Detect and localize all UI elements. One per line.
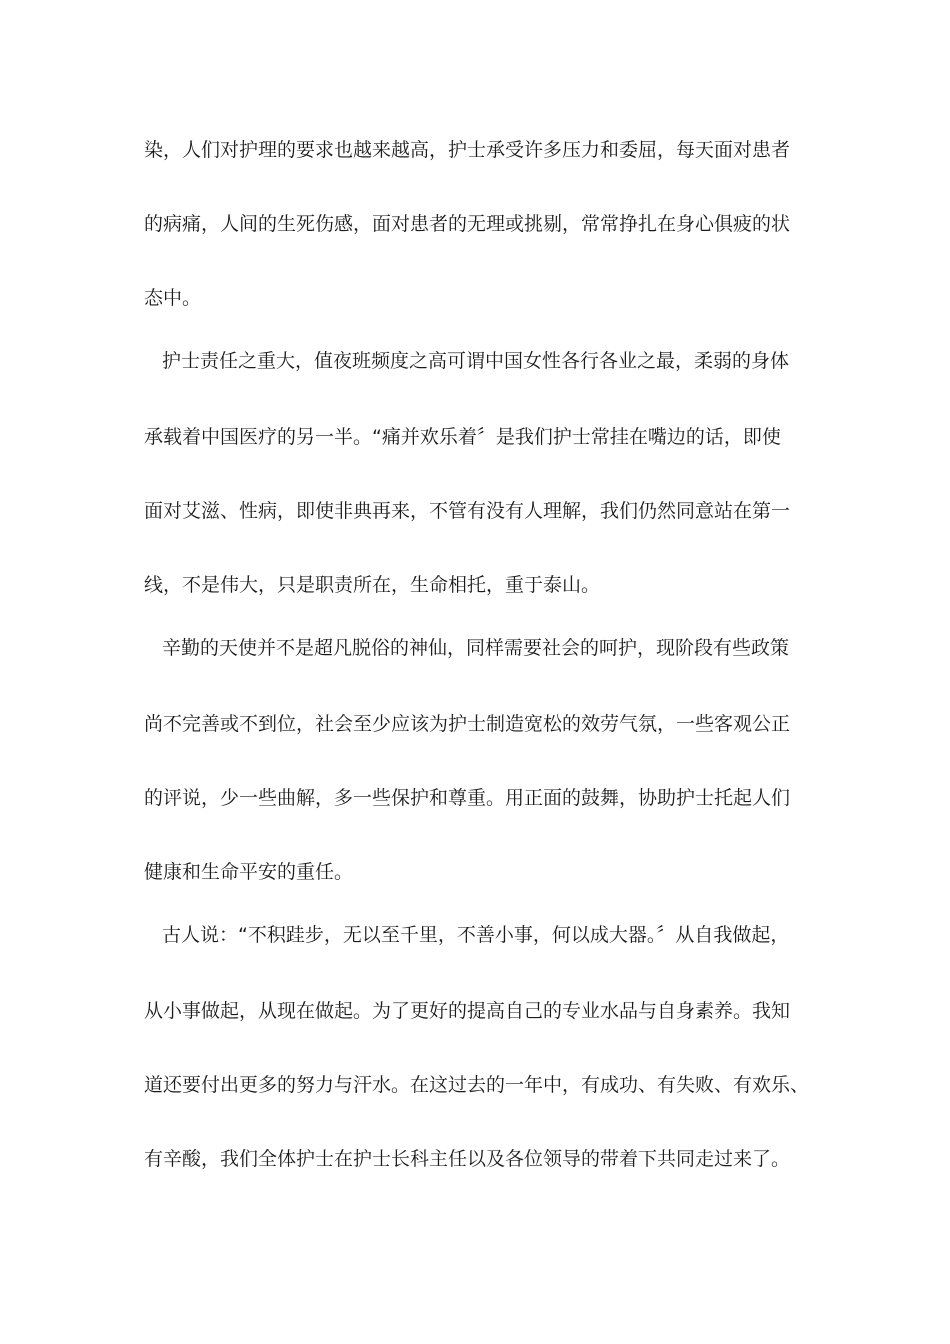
paragraph-first-line: 辛勤的天使并不是超凡脱俗的神仙，同样需要社会的呵护，现阶段有些政策 — [162, 637, 790, 659]
text-line: 染，人们对护理的要求也越来越高，护士承受许多压力和委屈，每天面对患者 — [144, 139, 791, 161]
paragraph-first-line: 护士责任之重大，值夜班频度之高可谓中国女性各行各业之最，柔弱的身体 — [162, 350, 790, 372]
text-line: 承载着中国医疗的另一半。“痛并欢乐着〞是我们护士常挂在嘴边的话，即使 — [144, 426, 781, 448]
text-line: 线，不是伟大，只是职责所在，生命相托，重于泰山。 — [144, 574, 601, 596]
text-line: 道还要付出更多的努力与汗水。在这过去的一年中，有成功、有失败、有欢乐、 — [144, 1074, 810, 1096]
text-line: 面对艾滋、性病，即使非典再来，不管有没有人理解，我们仍然同意站在第一 — [144, 500, 791, 522]
text-line: 尚不完善或不到位，社会至少应该为护士制造宽松的效劳气氛，一些客观公正 — [144, 713, 791, 735]
text-line: 态中。 — [144, 287, 202, 309]
text-line: 的病痛，人间的生死伤感，面对患者的无理或挑剔，常常挣扎在身心俱疲的状 — [144, 213, 791, 235]
text-line: 健康和生命平安的重任。 — [144, 861, 354, 883]
text-line: 从小事做起，从现在做起。为了更好的提高自己的专业水品与自身素养。我知 — [144, 1000, 791, 1022]
text-line: 的评说，少一些曲解，多一些保护和尊重。用正面的鼓舞，协助护士托起人们 — [144, 787, 791, 809]
paragraph-first-line: 古人说：“不积跬步，无以至千里，不善小事，何以成大器。〞从自我做起， — [162, 924, 790, 946]
text-line: 有辛酸，我们全体护士在护士长科主任以及各位领导的带着下共同走过来了。 — [144, 1148, 791, 1170]
